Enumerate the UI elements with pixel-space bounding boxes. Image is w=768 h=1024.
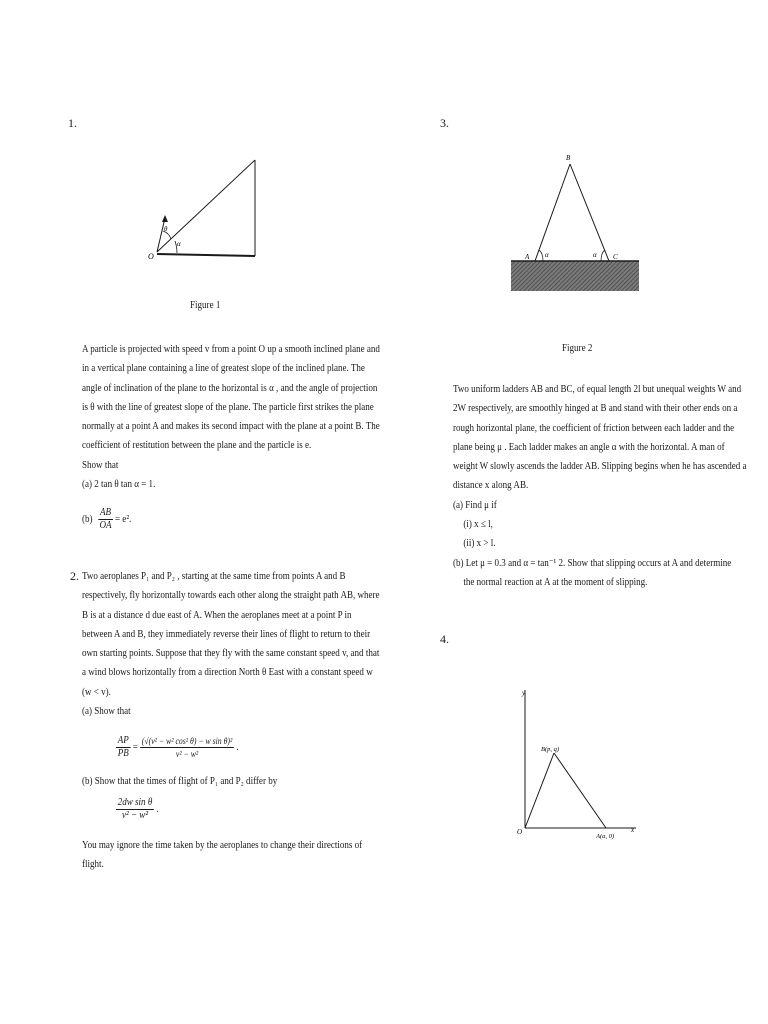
q1-line: normally at a point A and makes its second impact with the plane at a point B. The	[82, 421, 380, 433]
side-ob	[525, 753, 554, 828]
q2-lhs-fraction	[116, 735, 130, 760]
fig1-alpha: α	[177, 240, 181, 248]
q1-fraction	[98, 507, 112, 532]
q3-line: weight W slowly ascends the ladder AB. Slipping begins when he has ascended a	[453, 461, 747, 473]
fig2-label-a: A	[525, 253, 530, 261]
q2-line: B is at a distance d due east of A. When the aeroplanes meet at a point P in	[82, 609, 352, 621]
q2-eq-end: .	[236, 741, 239, 753]
q2-closing-line: flight.	[82, 859, 104, 871]
q2-line: (a) Show that	[82, 706, 131, 718]
fig2-alpha-right: α	[593, 251, 597, 259]
fig1-theta: θ	[164, 225, 168, 233]
q2-time-num: 2dw sin θ	[117, 797, 153, 808]
angle-arc-c	[601, 250, 605, 261]
q1-body	[82, 340, 380, 494]
q1-part-a: (a) 2 tan θ tan α = 1.	[82, 479, 156, 491]
figure-2-ladders	[505, 148, 650, 298]
q3-line: rough horizontal plane, the coefficient of friction between each ladder and the	[453, 422, 735, 434]
q3-line: distance x along AB.	[453, 480, 529, 492]
figure-1-inclined-plane	[145, 155, 265, 265]
q1-line: angle of inclination of the plane to the horizontal is α , and the angle of projection	[82, 382, 378, 394]
q3-part-b-cont: the normal reaction at A at the moment of slipping.	[463, 576, 648, 588]
q1-line: coefficient of restitution between the plane and the particle is e.	[82, 440, 312, 452]
point-a-label: A(a, 0)	[596, 833, 615, 840]
q2-lhs-num: AP	[117, 735, 129, 746]
angle-arc-a	[539, 250, 543, 261]
fig2-label-c: C	[613, 253, 618, 261]
q2-time-end: .	[156, 803, 159, 815]
q2-number: 2.	[70, 569, 79, 583]
base-line	[157, 254, 255, 256]
q1-frac-num: AB	[99, 507, 111, 518]
q2-rhs-num: (√(v² − w² cos² θ) − w sin θ)²	[141, 736, 233, 746]
q3-body	[453, 380, 747, 592]
q4-number: 4.	[440, 632, 449, 646]
q3-part-b: (b) Let μ = 0.3 and α = tan⁻¹ 2. Show that slipping occurs at A and determine	[453, 557, 732, 569]
side-ba	[554, 753, 606, 828]
ladder-ab	[535, 164, 570, 261]
origin-label: O	[517, 828, 523, 836]
q1-part-b	[82, 507, 131, 532]
q1-line: A particle is projected with speed v from a point O up a smooth inclined plane and	[82, 344, 380, 355]
fig2-label-b: B	[566, 154, 571, 162]
q2-time-fraction	[116, 797, 154, 822]
point-b-label: B(p, q)	[541, 746, 560, 753]
fig2-alpha-left: α	[545, 251, 549, 259]
q3-case-i: (i) x ≤ l,	[463, 519, 493, 531]
q1-line: in a vertical plane containing a line of greatest slope of the inclined plane. The	[82, 363, 365, 375]
q2-line: (w < v).	[82, 686, 111, 698]
projection-arrowhead	[162, 215, 168, 222]
q2-line: respectively, fly horizontally towards each other along the straight path AB, where	[82, 590, 380, 602]
q1-part-b-prefix: (b)	[82, 513, 93, 525]
q2-rhs-fraction	[140, 735, 234, 760]
figure-2-caption: Figure 2	[562, 343, 593, 354]
q2-body	[82, 567, 380, 721]
q1-line: Show that	[82, 459, 119, 471]
q2-equation: $\frac{AP}{PB}$ = $\frac{\text{(√(v² − w² cos² θ) − w sin θ)²}}{\text{v² − w²}}$ .	[117, 735, 239, 759]
q3-line: Two uniform ladders AB and BC, of equal length 2l but unequal weights W and	[453, 384, 742, 395]
q2-closing-line: You may ignore the time taken by the aeroplanes to change their directions of	[82, 840, 363, 851]
fig1-origin-label: O	[148, 252, 154, 261]
q2-line: between A and B, they immediately reverse their lines of flight to return to their	[82, 628, 371, 640]
q3-line: (a) Find μ if	[453, 499, 497, 511]
q2-line: a wind blows horizontally from a direction North θ East with a constant speed w	[82, 667, 373, 679]
q2-lhs-den: PB	[117, 748, 129, 759]
q3-line: 2W respectively, are smoothly hinged at B and stand with their other ends on a	[453, 403, 738, 415]
axis-y-label: y	[522, 689, 526, 697]
q3-number: 3.	[440, 116, 449, 130]
figure-q4-triangle	[510, 685, 650, 840]
q1-part-b-rhs: = e².	[114, 513, 132, 525]
q2-time-den: v² − w²	[121, 810, 149, 821]
q2-part-b: (b) Show that the times of flight of P₁ and P₂ differ by	[82, 776, 278, 787]
q2-line: own starting points. Suppose that they fly with the same constant speed v, and that	[82, 648, 380, 660]
q1-line: is θ with the line of greatest slope of the plane. The particle first strikes the plane	[82, 401, 374, 413]
q2-time-diff	[116, 797, 159, 822]
figure-1-caption: Figure 1	[190, 300, 221, 311]
q3-case-ii: (ii) x > l.	[463, 538, 496, 550]
q1-number: 1.	[68, 116, 77, 130]
q2-rhs-den: v² − w²	[175, 749, 199, 759]
q1-frac-den: OA	[99, 520, 112, 531]
q2-closing	[82, 836, 362, 875]
rough-ground	[511, 261, 639, 291]
incline-line	[157, 160, 255, 252]
axis-x-label: x	[631, 826, 635, 834]
q2-line: Two aeroplanes P₁ and P₂ , starting at the same time from points A and B	[82, 571, 346, 582]
q3-line: plane being μ . Each ladder makes an angle α with the horizontal. A man of	[453, 441, 725, 453]
ladder-bc	[570, 164, 609, 261]
projection-line	[157, 218, 165, 252]
